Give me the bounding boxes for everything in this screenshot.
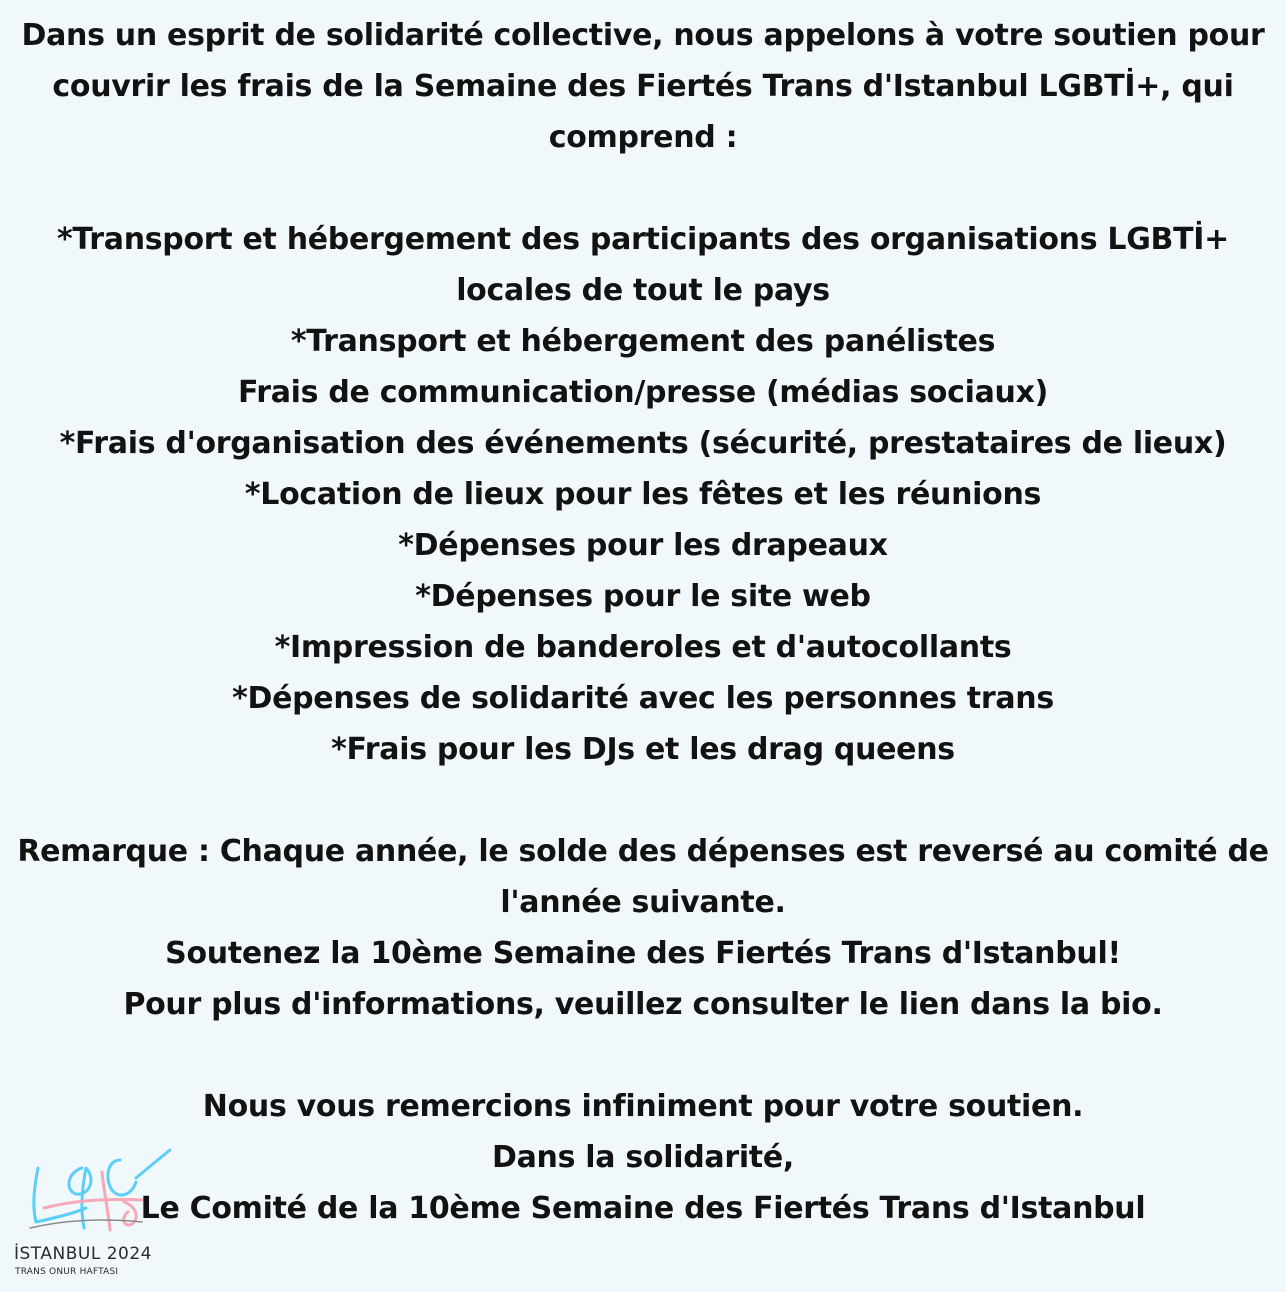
expense-list xyxy=(14,214,1272,775)
closing-line: Le Comité de la 10ème Semaine des Fiertés Trans d'Istanbul xyxy=(140,1191,1146,1226)
logo-subtitle: TRANS ONUR HAFTASI xyxy=(15,1267,119,1277)
spacer xyxy=(14,775,1272,826)
note-line: Pour plus d'informations, veuillez consulter le lien dans la bio. xyxy=(123,987,1163,1022)
intro-paragraph xyxy=(14,10,1272,163)
logo-city-year: İSTANBUL 2024 xyxy=(14,1244,152,1264)
note-line: Soutenez la 10ème Semaine des Fiertés Trans d'Istanbul! xyxy=(165,936,1121,971)
expense-item: *Dépenses de solidarité avec les personnes trans xyxy=(232,681,1054,716)
note-paragraph xyxy=(14,826,1272,1030)
note-line: Remarque : Chaque année, le solde des dépenses est reversé au comité de xyxy=(17,834,1269,869)
expense-item: *Dépenses pour les drapeaux xyxy=(398,528,888,563)
expense-item: *Dépenses pour le site web xyxy=(415,579,871,614)
spacer xyxy=(14,1030,1272,1081)
trans-flag-scribble-logo-icon xyxy=(24,1138,174,1243)
event-logo xyxy=(0,1138,180,1288)
expense-item: *Location de lieux pour les fêtes et les réunions xyxy=(244,477,1042,512)
intro-line: comprend : xyxy=(548,120,738,155)
expense-item: *Transport et hébergement des panélistes xyxy=(290,324,996,359)
spacer xyxy=(14,163,1272,214)
expense-item: *Frais pour les DJs et les drag queens xyxy=(331,732,955,767)
closing-line: Nous vous remercions infiniment pour votre soutien. xyxy=(202,1089,1084,1124)
expense-item: locales de tout le pays xyxy=(456,273,830,308)
intro-line: Dans un esprit de solidarité collective, nous appelons à votre soutien pour xyxy=(21,18,1265,53)
closing-line: Dans la solidarité, xyxy=(492,1140,794,1175)
expense-item: *Frais d'organisation des événements (sécurité, prestataires de lieux) xyxy=(59,426,1227,461)
expense-item: *Impression de banderoles et d'autocollants xyxy=(274,630,1012,665)
closing-paragraph xyxy=(14,1081,1272,1234)
note-line: l'année suivante. xyxy=(500,885,786,920)
intro-line: couvrir les frais de la Semaine des Fiertés Trans d'Istanbul LGBTİ+, qui xyxy=(52,69,1234,104)
expense-item: *Transport et hébergement des participants des organisations LGBTİ+ xyxy=(57,222,1229,257)
expense-item: Frais de communication/presse (médias sociaux) xyxy=(237,375,1049,410)
